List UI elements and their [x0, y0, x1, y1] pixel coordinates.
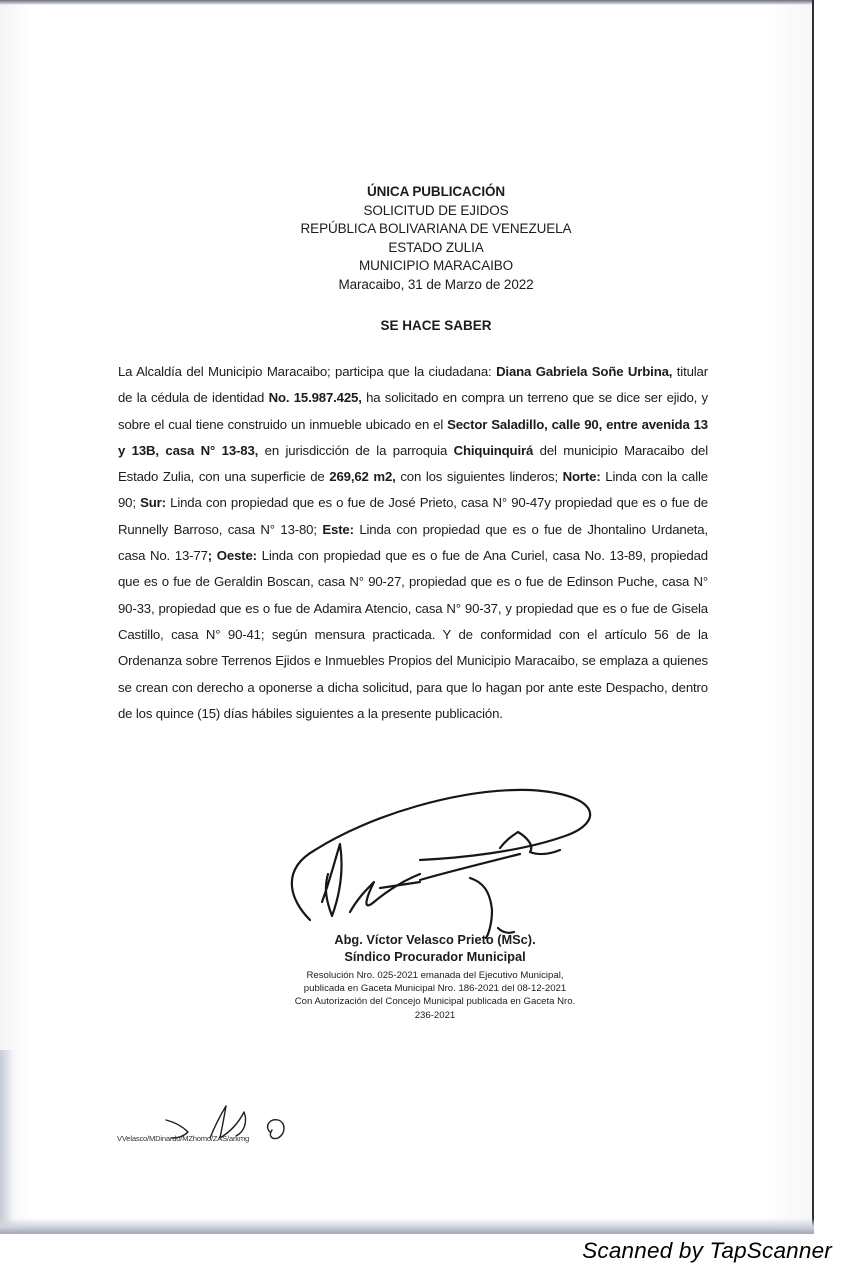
- east-boundary-text: Linda con propiedad que es o fue de Jhontalino Urdaneta, casa No. 13-77: [118, 521, 708, 564]
- credential-line-1: Resolución Nro. 025-2021 emanada del Ejecutivo Municipal,: [306, 970, 564, 981]
- applicant-name: Diana Gabriela Soñe Urbina,: [496, 364, 673, 379]
- signatory-block: [250, 931, 620, 1022]
- property-location: Sector Saladillo, calle 90, entre avenida 13 y 13B, casa N° 13-83,: [118, 416, 708, 458]
- notice-body: [118, 359, 708, 727]
- header-date: Maracaibo, 31 de Marzo de 2022: [338, 276, 534, 292]
- credential-line-2: publicada en Gaceta Municipal Nro. 186-2021 del 08-12-2021: [303, 983, 567, 995]
- notice-paragraph: [118, 359, 708, 727]
- handwritten-signature: [270, 770, 610, 940]
- header-line-municipality: MUNICIPIO MARACAIBO: [358, 258, 514, 274]
- initials-flourish: [160, 1098, 310, 1154]
- header-line-request: SOLICITUD DE EJIDOS: [363, 202, 509, 218]
- body-text-1: La Alcaldía del Municipio Maracaibo; participa que la ciudadana:: [118, 364, 497, 379]
- north-boundary-text: Linda con la calle 90;: [118, 469, 708, 511]
- parish-name: Chiquinquirá: [453, 442, 534, 458]
- header-line-republic: REPÚBLICA BOLIVARIANA DE VENEZUELA: [300, 221, 572, 237]
- signatory-name: Abg. Víctor Velasco Prieto (MSc).: [334, 932, 536, 947]
- west-boundary-label: ; Oeste:: [207, 548, 257, 564]
- announcement-heading: SE HACE SABER: [380, 318, 492, 333]
- body-text-5: del municipio Maracaibo del Estado Zulia, con una superficie de: [118, 442, 708, 485]
- body-text-3: ha solicitado en compra un terreno que se dice ser ejido, y sobre el cual tiene construido un inmueble ubicado en el: [118, 390, 708, 432]
- south-boundary-text: Linda con propiedad que es o fue de José Prieto, casa N° 90-47y propiedad que es o fue de Runnelly Barroso, casa N° 13-80;: [118, 495, 708, 537]
- property-area: 269,62 m2,: [329, 469, 396, 485]
- initials-line: VVelasco/MDinardo/MZhomo/ZAS/arkmg: [117, 1134, 250, 1143]
- south-boundary-label: Sur:: [140, 495, 166, 511]
- east-boundary-label: Este:: [322, 521, 354, 537]
- scanner-watermark: Scanned by TapScanner: [582, 1238, 832, 1263]
- applicant-id: No. 15.987.425,: [268, 390, 362, 406]
- body-text-6: con los siguientes linderos;: [395, 469, 563, 485]
- document-header: [0, 183, 814, 295]
- credential-line-4: 236-2021: [414, 1009, 456, 1021]
- signatory-title: Síndico Procurador Municipal: [344, 949, 526, 964]
- signatory-credentials: [250, 969, 620, 1022]
- body-text-2: titular de la cédula de identidad: [118, 364, 708, 406]
- page-top-edge: [0, 0, 814, 5]
- page-left-shadow: [0, 1050, 14, 1234]
- west-boundary-text: Linda con propiedad que es o fue de Ana Curiel, casa No. 13-89, propiedad que es o fue de Geraldin Boscan, casa N° 90-27, propiedad que es o fue de Edinson Puche, casa N° 90-33, propiedad que es o fue de Adamira Atencio, casa N° 90-37, y propiedad que es o fue de Gisela Castillo, casa N° 90-41; según mensura practicada. Y de conformidad con el artículo 56 de la Ordenanza sobre Terrenos Ejidos e Inmuebles Propios del Municipio Maracaibo, se emplaza a quienes se crean con derecho a oponerse a dicha solicitud, para que lo hagan por ante este Despacho, dentro de los quince (15) días hábiles siguientes a la presente publicación.: [118, 548, 708, 721]
- north-boundary-label: Norte:: [562, 469, 601, 485]
- publication-title: ÚNICA PUBLICACIÓN: [366, 184, 506, 199]
- header-line-state: ESTADO ZULIA: [388, 239, 484, 255]
- credential-line-3: Con Autorización del Concejo Municipal publicada en Gaceta Nro.: [294, 996, 576, 1008]
- body-text-4: en jurisdicción de la parroquia: [258, 442, 454, 458]
- page-bottom-edge: [0, 1218, 814, 1234]
